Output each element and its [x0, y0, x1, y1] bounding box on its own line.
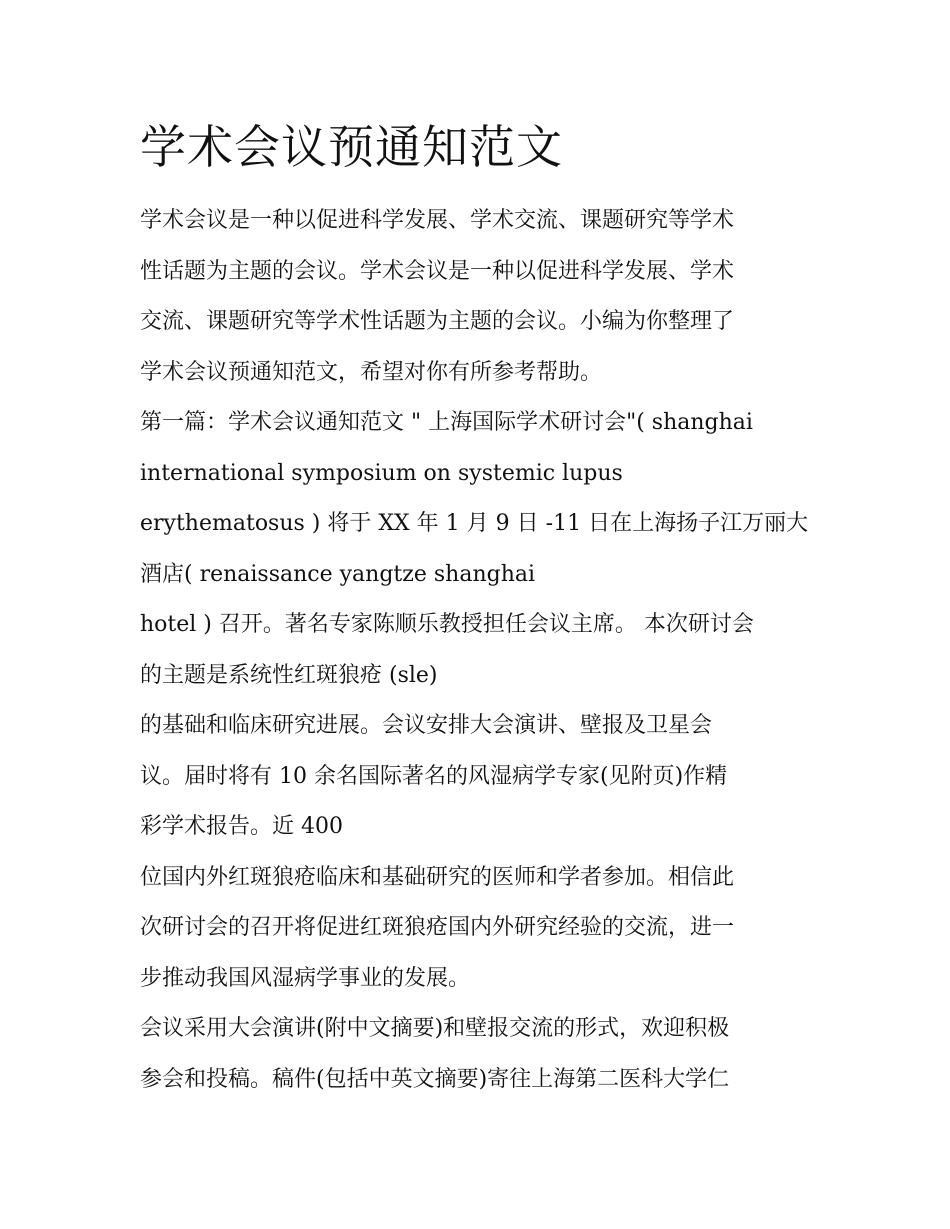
text-line: 议。届时将有 10 余名国际著名的风湿病学专家(见附页)作精	[140, 763, 728, 789]
text-line: 彩学术报告。近 400	[140, 814, 343, 839]
text-line: 第一篇：学术会议通知范文 " 上海国际学术研讨会"( shanghai	[140, 410, 753, 435]
text-line: 次研讨会的召开将促进红斑狼疮国内外研究经验的交流，进一	[140, 915, 735, 940]
text-line: 会议采用大会演讲(附中文摘要)和壁报交流的形式，欢迎积极	[140, 1016, 730, 1041]
text-line: 学术会议是一种以促进科学发展、学术交流、课题研究等学术	[140, 208, 735, 233]
text-line: 的主题是系统性红斑狼疮 (sle)	[140, 662, 438, 688]
text-line: erythematosus ) 将于 XX 年 1 月 9 日 -11 日在上海扬子江万丽大	[140, 511, 809, 536]
text-line: hotel ) 召开。著名专家陈顺乐教授担任会议主席。 本次研讨会	[140, 612, 754, 637]
text-line: international symposium on systemic lupus	[140, 460, 623, 486]
text-line: 性话题为主题的会议。学术会议是一种以促进科学发展、学术	[140, 258, 735, 284]
page-title: 学术会议预通知范文	[140, 120, 563, 174]
text-line: 酒店( renaissance yangtze shanghai	[140, 561, 536, 587]
text-line: 位国内外红斑狼疮临床和基础研究的医师和学者参加。相信此	[140, 864, 735, 890]
text-line: 交流、课题研究等学术性话题为主题的会议。小编为你整理了	[140, 309, 735, 334]
document-body	[140, 112, 820, 1105]
text-line: 参会和投稿。稿件(包括中英文摘要)寄往上海第二医科大学仁	[140, 1066, 730, 1092]
text-line: 学术会议预通知范文，希望对你有所参考帮助。	[140, 359, 603, 385]
text-line: 的基础和临床研究进展。会议安排大会演讲、壁报及卫星会	[140, 713, 713, 738]
text-line: 步推动我国风湿病学事业的发展。	[140, 965, 471, 991]
